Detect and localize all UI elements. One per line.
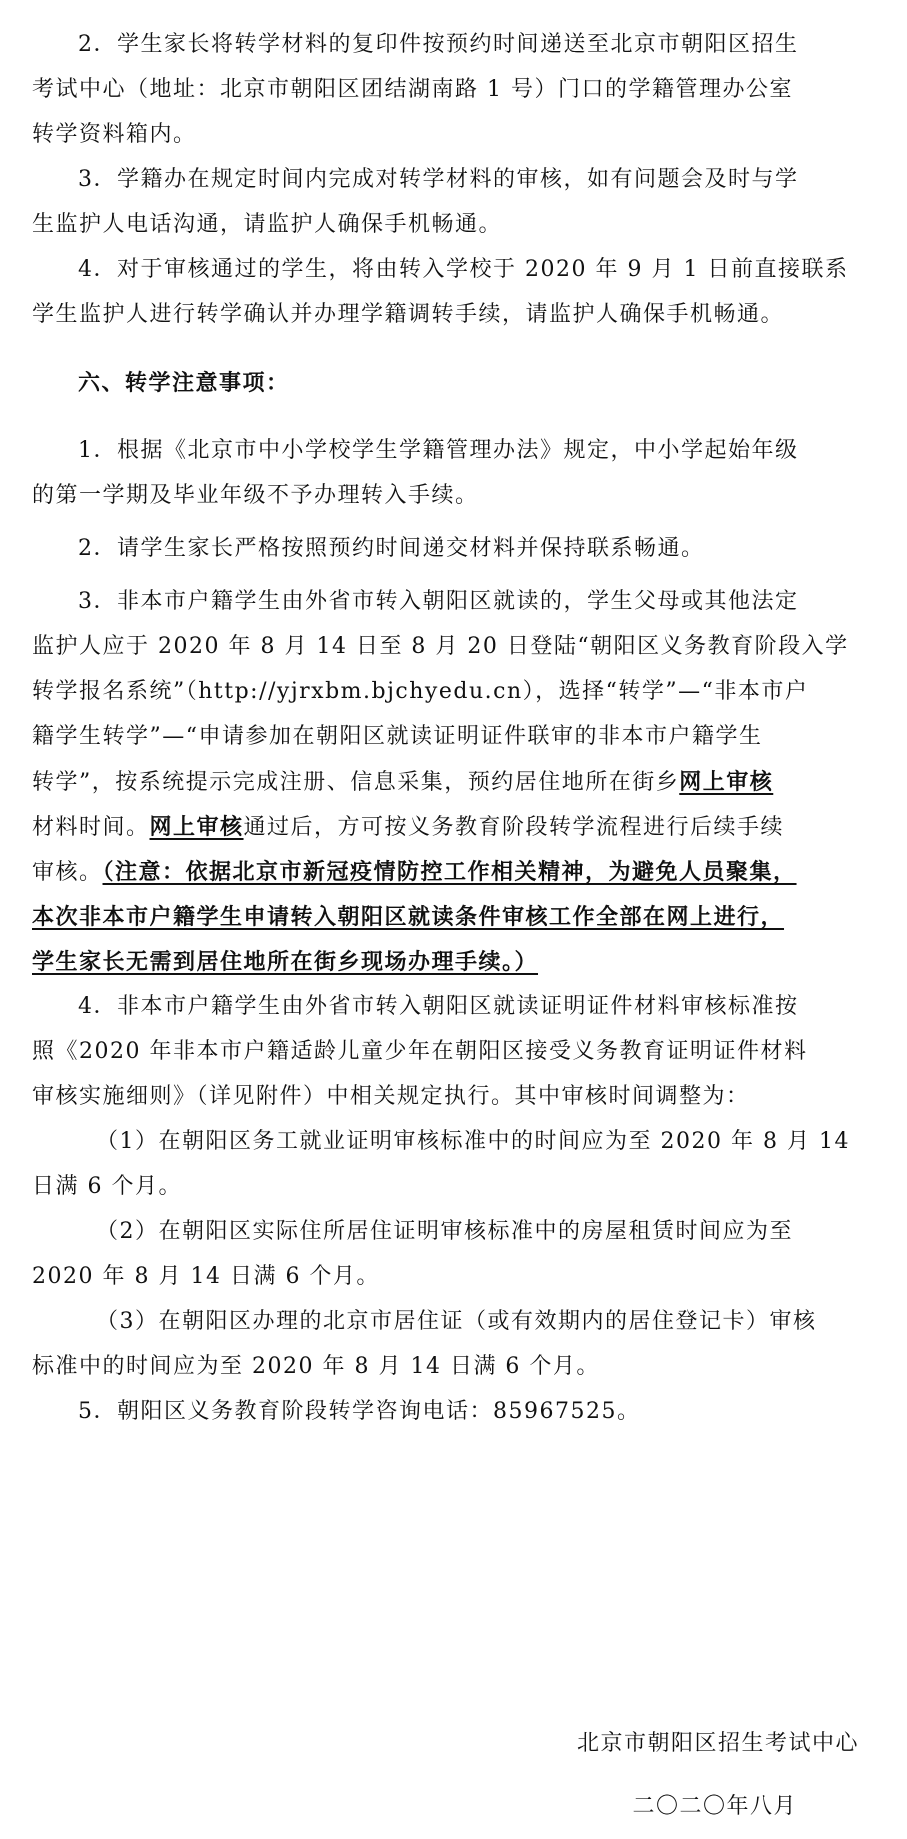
paragraph-line: 审核实施细则》（详见附件）中相关规定执行。其中审核时间调整为：	[32, 1084, 750, 1109]
notice-emphasis: （注意：依据北京市新冠疫情防控工作相关精神，为避免人员聚集，	[102, 859, 797, 885]
paragraph-line: 5．朝阳区义务教育阶段转学咨询电话：85967525。	[78, 1399, 641, 1424]
paragraph-line: 转学报名系统”（http://yjrxbm.bjchyedu.cn），选择“转学”—“非本市户	[32, 679, 809, 704]
paragraph-line: 4．非本市户籍学生由外省市转入朝阳区就读证明证件材料审核标准按	[78, 994, 799, 1019]
paragraph-line: 1．根据《北京市中小学校学生学籍管理办法》规定，中小学起始年级	[78, 438, 799, 463]
line-text: 材料时间。	[32, 815, 150, 840]
paragraph-line: 考试中心（地址：北京市朝阳区团结湖南路 1 号）门口的学籍管理办公室	[32, 77, 793, 102]
paragraph-line: 学生监护人进行转学确认并办理学籍调转手续，请监护人确保手机畅通。	[32, 302, 785, 327]
paragraph-line: 照《2020 年非本市户籍适龄儿童少年在朝阳区接受义务教育证明证件材料	[32, 1039, 808, 1064]
paragraph-line: 监护人应于 2020 年 8 月 14 日至 8 月 20 日登陆“朝阳区义务教育阶段入学	[32, 634, 849, 659]
paragraph-line	[32, 765, 879, 800]
notice-emphasis-line: 本次非本市户籍学生申请转入朝阳区就读条件审核工作全部在网上进行，	[32, 904, 785, 930]
paragraph-line: 4．对于审核通过的学生，将由转入学校于 2020 年 9 月 1 日前直接联系	[78, 257, 849, 282]
paragraph-line: （3）在朝阳区办理的北京市居住证（或有效期内的居住登记卡）审核	[96, 1309, 817, 1334]
paragraph-line: 的第一学期及毕业年级不予办理转入手续。	[32, 483, 479, 508]
paragraph-line: （2）在朝阳区实际住所居住证明审核标准中的房屋租赁时间应为至	[96, 1219, 793, 1244]
line-text: 转学”，按系统提示完成注册、信息采集，预约居住地所在街乡	[32, 770, 680, 795]
online-review-emphasis: 网上审核	[149, 814, 244, 840]
paragraph-line	[32, 855, 879, 890]
paragraph-line: 2．学生家长将转学材料的复印件按预约时间递送至北京市朝阳区招生	[78, 32, 799, 57]
line-text: 通过后，方可按义务教育阶段转学流程进行后续手续	[243, 815, 785, 840]
paragraph-line: 3．非本市户籍学生由外省市转入朝阳区就读的，学生父母或其他法定	[78, 589, 799, 614]
paragraph-line: 日满 6 个月。	[32, 1174, 182, 1199]
paragraph-line: 3．学籍办在规定时间内完成对转学材料的审核，如有问题会及时与学	[78, 167, 799, 192]
online-review-emphasis: 网上审核	[679, 769, 774, 795]
paragraph-line: 籍学生转学”—“申请参加在朝阳区就读证明证件联审的非本市户籍学生	[32, 724, 763, 749]
date: 二〇二〇年八月	[632, 1794, 797, 1819]
signature: 北京市朝阳区招生考试中心	[576, 1731, 859, 1756]
line-text: 审核。	[32, 860, 103, 885]
paragraph-line	[32, 810, 879, 845]
section-heading: 六、转学注意事项：	[78, 370, 290, 396]
paragraph-line: 生监护人电话沟通，请监护人确保手机畅通。	[32, 212, 503, 237]
paragraph-line: 2020 年 8 月 14 日满 6 个月。	[32, 1264, 380, 1289]
paragraph-line: 标准中的时间应为至 2020 年 8 月 14 日满 6 个月。	[32, 1354, 600, 1379]
paragraph-line: 2．请学生家长严格按照预约时间递交材料并保持联系畅通。	[78, 536, 705, 561]
notice-emphasis-line: 学生家长无需到居住地所在街乡现场办理手续。）	[32, 949, 539, 975]
paragraph-line: （1）在朝阳区务工就业证明审核标准中的时间应为至 2020 年 8 月 14	[96, 1129, 850, 1154]
paragraph-line: 转学资料箱内。	[32, 122, 197, 147]
